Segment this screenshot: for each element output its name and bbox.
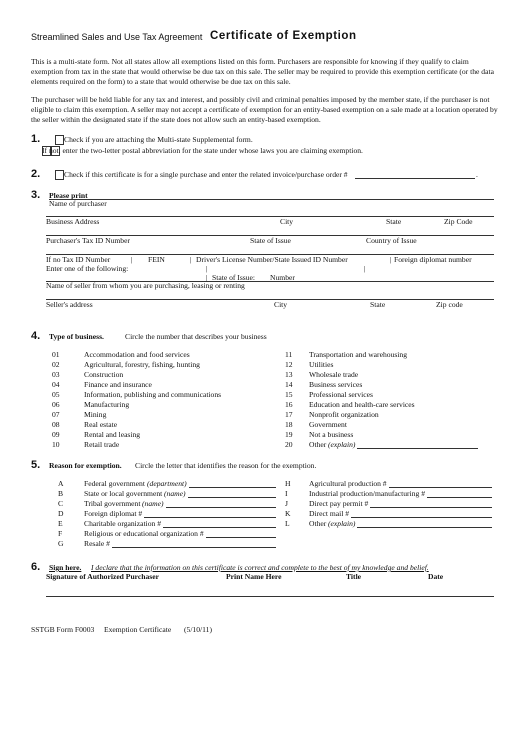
agreement-label: Streamlined Sales and Use Tax Agreement [31,32,203,42]
purchaser-name-label: Name of purchaser [49,199,107,208]
drivers-license-label: Driver's License Number/State Issued ID Number [196,255,348,264]
business-type-label: Utilities [309,360,334,369]
seller-state-label: State [370,300,386,309]
business-code[interactable]: 05 [52,390,60,399]
reason-explain: (name) [142,499,164,508]
sign-here-label: Sign here. [49,563,82,572]
seller-city-label: City [274,300,288,309]
business-code[interactable]: 19 [285,430,293,439]
business-type-label: Manufacturing [84,400,130,409]
reason-value-field[interactable] [357,527,492,528]
section-4-number: 4. [31,330,41,342]
tax-id-label: Purchaser's Tax ID Number [46,236,130,245]
single-purchase-checkbox[interactable] [55,170,64,180]
single-purchase-label: Check if this certificate is for a single purchase and enter the related invoice/purchase order # [64,170,348,179]
reason-label: Federal government [84,479,145,488]
invoice-number-field[interactable] [355,178,475,179]
section-5-number: 5. [31,459,41,471]
business-type-label: Government [309,420,347,429]
reason-code[interactable]: F [58,529,63,538]
reason-value-field[interactable] [163,527,276,528]
business-type-instruction: Circle the number that describes your business [125,332,267,341]
business-type-label: Wholesale trade [309,370,359,379]
print-name-label: Print Name Here [226,572,282,581]
reason-label: Industrial production/manufacturing # [309,489,425,498]
reason-value-field[interactable] [189,487,276,488]
form-name: Exemption Certificate [104,625,172,634]
business-type-label: Accommodation and food services [84,350,190,359]
supplemental-label: Check if you are attaching the Multi-state Supplemental form. [64,135,253,144]
state-abbrev-label: If not, enter the two-letter postal abbreviation for the state under whose laws you are claiming exemption. [42,146,363,155]
reason-code[interactable]: J [285,499,288,508]
business-type-label: Agricultural, forestry, fishing, hunting [84,360,200,369]
reason-value-field[interactable] [427,497,492,498]
period: . [476,170,478,179]
section-3-number: 3. [31,189,41,201]
section-2-number: 2. [31,168,41,180]
form-number: SSTGB Form F0003 [31,625,95,634]
business-code[interactable]: 08 [52,420,60,429]
reason-value-field[interactable] [166,507,276,508]
business-code[interactable]: 09 [52,430,60,439]
business-type-label: Not a business [309,430,354,439]
reason-label: Foreign diplomat # [84,509,143,518]
business-address-label: Business Address [46,217,100,226]
business-type-label: Mining [84,410,107,419]
signature-label: Signature of Authorized Purchaser [46,572,159,581]
business-type-label: Professional services [309,390,373,399]
please-print-label: Please print [49,191,88,200]
business-code[interactable]: 06 [52,400,60,409]
business-type-label: Finance and insurance [84,380,152,389]
date-label: Date [428,572,444,581]
declaration-text: I declare that the information on this certificate is correct and complete to the best of my knowledge and belief. [91,563,429,572]
state-of-issue-label: State of Issue [250,236,291,245]
divider-2: | [190,255,192,264]
reason-code[interactable]: H [285,479,291,488]
foreign-diplomat-label: Foreign diplomat number [394,255,472,264]
reason-value-field[interactable] [188,497,276,498]
section-1-number: 1. [31,133,41,145]
seller-address-field[interactable] [46,299,494,300]
divider-3: | [390,255,392,264]
supplemental-checkbox[interactable] [55,135,64,145]
reason-value-field[interactable] [389,487,492,488]
reason-label: Resale # [84,539,110,548]
business-type-label: Education and health-care services [309,400,415,409]
title-label: Title [346,572,362,581]
reason-value-field[interactable] [144,517,276,518]
divider-5: | [364,264,366,273]
fein-label: FEIN [148,255,165,264]
business-type-label: Construction [84,370,124,379]
business-code[interactable]: 07 [52,410,60,419]
reason-value-field[interactable] [112,547,276,548]
reason-label: Other [309,519,327,528]
reason-label: Tribal government [84,499,141,508]
reason-code[interactable]: C [58,499,64,508]
divider-4: | [206,264,208,273]
reason-label: Agricultural production # [309,479,387,488]
signature-line[interactable] [46,596,494,597]
reason-explain: (name) [164,489,186,498]
intro-paragraph-1: This is a multi-state form. Not all states allow all exemptions listed on this form. Purchasers are responsible for knowing if they qualify to claim exemption from tax in the state that would otherwise be due tax on this sale. The seller may be required to provide this exemption certificate (or the data elements required on the form) to a state that would otherwise be due tax on this sale. [31,57,494,86]
dl-state-of-issue-label: State of Issue: [212,273,256,282]
reason-explain: (department) [147,479,187,488]
no-tax-id-label: If no Tax ID Number [46,255,111,264]
exemption-reason-instruction: Circle the letter that identifies the reason for the exemption. [135,461,317,470]
business-type-label: Information, publishing and communications [84,390,222,399]
reason-label: State or local government [84,489,163,498]
seller-name-label: Name of seller from whom you are purchasing, leasing or renting [46,281,245,290]
business-code[interactable]: 10 [52,440,60,449]
business-code[interactable]: 16 [285,400,293,409]
enter-one-label: Enter one of the following: [46,264,129,273]
business-code[interactable]: 01 [52,350,60,359]
divider-1: | [131,255,133,264]
reason-label: Religious or educational organization # [84,529,204,538]
reason-label: Direct mail # [309,509,350,518]
business-address-field[interactable] [46,216,494,217]
business-explain: (explain) [328,440,356,449]
intro-paragraph-2: The purchaser will be held liable for any tax and interest, and possibly civil and criminal penalties imposed by the member state, if the purchaser is not eligible to claim this exemption. A seller may not accept a certificate of exemption for an entity-based exemption on a sale made at a location operated by the seller within the designated state if the state does not allow such an entity-based exemption. [31,95,498,124]
business-code[interactable]: 03 [52,370,60,379]
reason-code[interactable]: D [58,509,64,518]
reason-code[interactable]: B [58,489,64,498]
page-title: Certificate of Exemption [210,30,357,42]
form-date: (5/10/11) [184,625,212,634]
zip-label: Zip Code [444,217,473,226]
business-type-label: Rental and leasing [84,430,141,439]
reason-value-field[interactable] [351,517,492,518]
city-label: City [280,217,294,226]
dl-number-label: Number [270,273,295,282]
reason-code[interactable]: G [58,539,64,548]
business-type-label: Nonprofit organization [309,410,379,419]
reason-label: Direct pay permit # [309,499,369,508]
country-of-issue-label: Country of Issue [366,236,417,245]
business-type-label: Business services [309,380,363,389]
reason-code[interactable]: L [285,519,290,528]
reason-code[interactable]: A [58,479,64,488]
business-type-label: Other [309,440,327,449]
business-code[interactable]: 14 [285,380,293,389]
business-type-title: Type of business. [49,332,104,341]
business-type-label: Transportation and warehousing [309,350,408,359]
purchaser-name-field[interactable] [49,199,494,200]
reason-value-field[interactable] [206,537,276,538]
reason-value-field[interactable] [370,507,492,508]
business-type-label: Real estate [84,420,118,429]
business-other-field[interactable] [357,448,478,449]
business-code[interactable]: 11 [285,350,293,359]
business-code[interactable]: 02 [52,360,60,369]
business-code[interactable]: 15 [285,390,293,399]
business-code[interactable]: 04 [52,380,60,389]
state-label: State [386,217,402,226]
business-code[interactable]: 18 [285,420,293,429]
reason-label: Charitable organization # [84,519,162,528]
business-code[interactable]: 13 [285,370,293,379]
business-type-label: Retail trade [84,440,120,449]
divider-6: | [206,273,208,282]
business-code[interactable]: 20 [285,440,293,449]
reason-code[interactable]: I [285,489,288,498]
reason-code[interactable]: E [58,519,63,528]
business-code[interactable]: 12 [285,360,293,369]
reason-code[interactable]: K [285,509,291,518]
exemption-reason-title: Reason for exemption. [49,461,122,470]
section-6-number: 6. [31,561,41,573]
business-code[interactable]: 17 [285,410,293,419]
seller-zip-label: Zip code [436,300,463,309]
seller-address-label: Seller's address [46,300,93,309]
reason-explain: (explain) [328,519,356,528]
